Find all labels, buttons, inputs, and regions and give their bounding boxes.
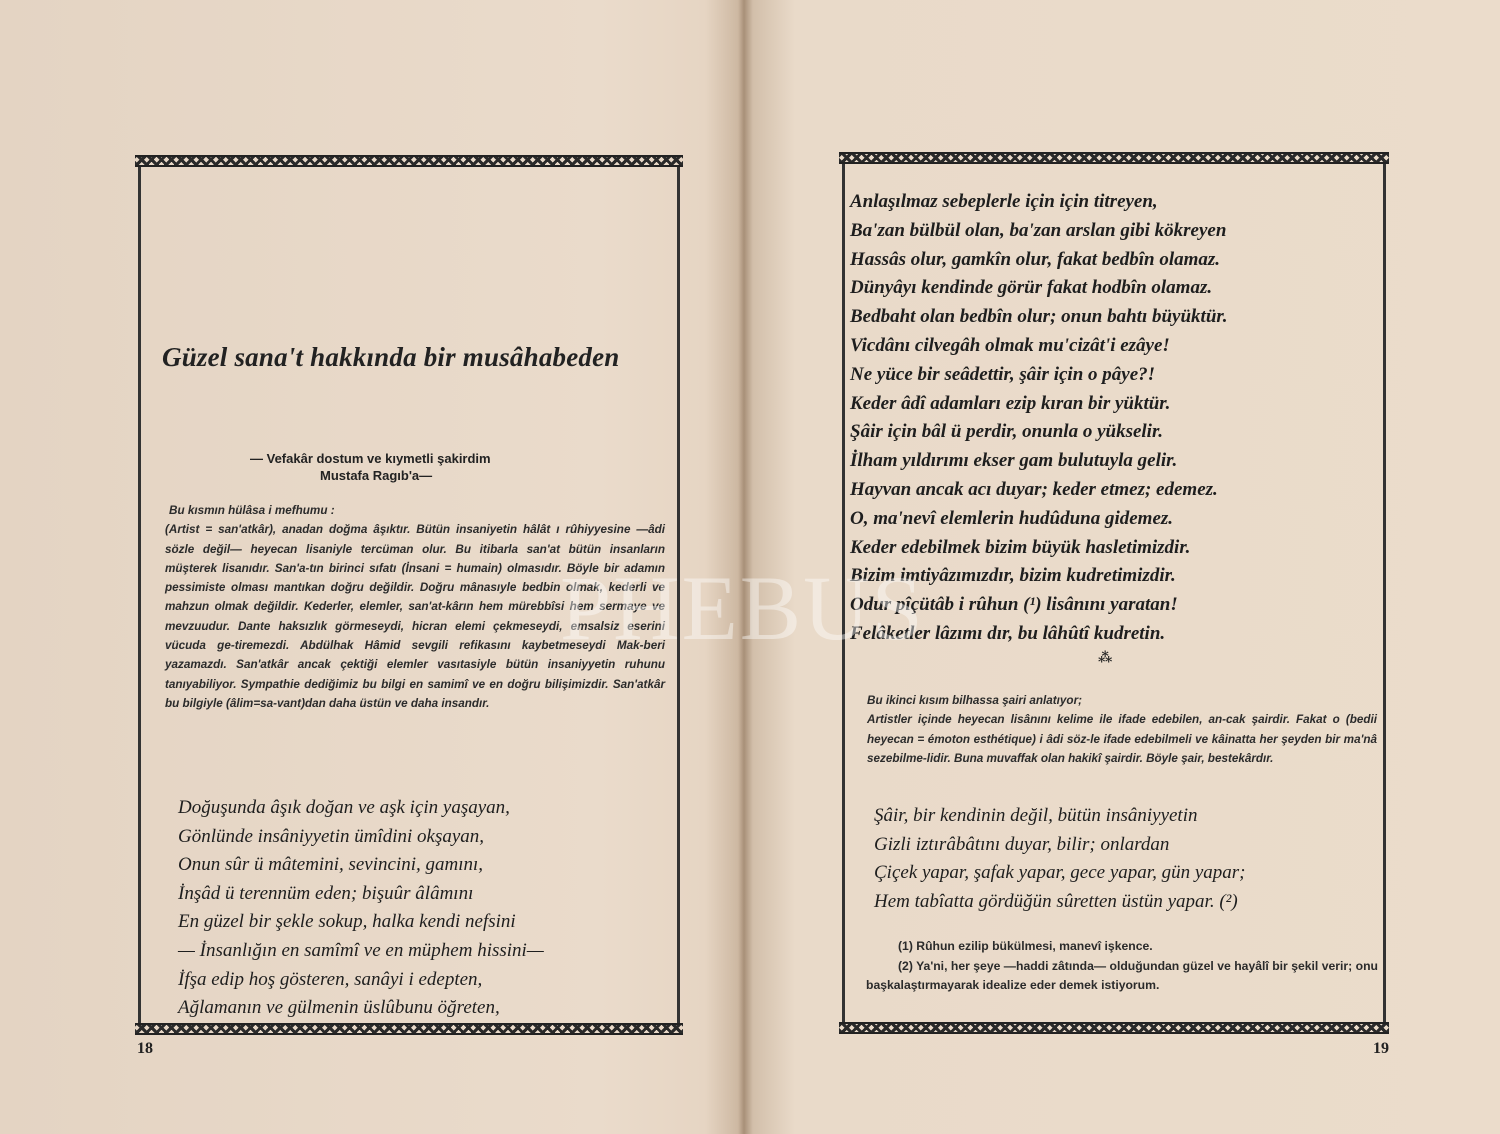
verse-line: Bedbaht olan bedbîn olur; onun bahtı büyüktür. <box>850 306 1228 328</box>
dedication-line-2: Mustafa Ragıb'a— <box>320 468 433 483</box>
footnote-2: (2) Ya'ni, her şeye —haddi zâtında— olduğundan güzel ve hayâlî bir şekil verir; onu başkalaştırmayarak idealize eder demek istiyorum. <box>866 958 1378 992</box>
verse-line: Gizli iztırâbâtını duyar, bilir; onlardan <box>874 833 1170 855</box>
page-number-left: 18 <box>137 1040 153 1057</box>
left-summary-heading: Bu kısmın hülâsa i mefhumu : <box>169 504 335 517</box>
verse-line: Dünyâyı kendinde görür fakat hodbîn olamaz. <box>850 277 1213 299</box>
verse-line: Şâir için bâl ü perdir, onunla o yükselir. <box>850 421 1164 443</box>
verse-line: Doğuşunda âşık doğan ve aşk için yaşayan, <box>178 797 510 818</box>
verse-line: Şâir, bir kendinin değil, bütün insâniyyetin <box>874 805 1198 826</box>
verse-line: Gönlünde insâniyyetin ümîdini okşayan, <box>178 825 485 847</box>
section-separator-asterism: ⁂ <box>1098 651 1113 666</box>
verse-line: İfşa edip hoş gösteren, sanâyi i edepten, <box>178 968 483 990</box>
verse-line: Hem tabîatta gördüğün sûretten üstün yapar. (²) <box>874 890 1238 912</box>
verse-line: İnşâd ü terennüm eden; bişuûr âlâmını <box>178 882 474 904</box>
verse-line: Çiçek yapar, şafak yapar, gece yapar, gün yapar; <box>874 862 1246 884</box>
right-summary-heading: Bu ikinci kısım bilhassa şairi anlatıyor; <box>867 694 1083 707</box>
verse-line: Keder edebilmek bizim büyük hasletimizdir. <box>850 536 1191 558</box>
footnote-1: (1) Rûhun ezilip bükülmesi, manevî işkence. <box>898 939 1153 953</box>
verse-line: Keder âdî adamları ezip kıran bir yüktür. <box>850 392 1171 414</box>
verse-line: — İnsanlığın en samîmî ve en müphem hissini— <box>178 939 544 961</box>
verse-line: İlham yıldırımı ekser gam bulutuyla gelir. <box>850 450 1178 472</box>
verse-line: Ba'zan bülbül olan, ba'zan arslan gibi kökreyen <box>850 219 1227 241</box>
right-summary-block <box>867 691 1377 768</box>
page-number-right: 19 <box>1373 1040 1389 1057</box>
dedication-line-1: — Vefakâr dostum ve kıymetli şakirdim <box>250 451 491 466</box>
right-summary-text: Artistler içinde heyecan lisânını kelime ile ifade edebilen, an-cak şairdir. Fakat o (bedii heyecan = émoton esthétique) i âdi söz-le ifade edebilmeli ve kâinatta her şeyden bir ma'nâ sezebilme-lidir. Buna muvaffak olan hakikî şairdir. Böyle şair, bestekârdır. <box>867 713 1377 765</box>
verse-line: Onun sûr ü mâtemini, sevincini, gamını, <box>178 854 484 876</box>
verse-line: Felâketler lâzımı dır, bu lâhûtî kudretin. <box>850 622 1166 644</box>
left-verse <box>178 794 544 1023</box>
verse-line: Hayvan ancak acı duyar; keder etmez; edemez. <box>850 478 1218 500</box>
dedication <box>250 450 610 484</box>
verse-line: Bizim imtiyâzımızdır, bizim kudretimizdir. <box>850 565 1176 587</box>
chapter-title: Güzel sana't hakkında bir musâhabeden <box>162 342 620 372</box>
verse-line: O, ma'nevî elemlerin hudûduna gidemez. <box>850 507 1174 529</box>
verse-line: Anlaşılmaz sebeplerle için için titreyen, <box>850 191 1158 212</box>
footnotes <box>866 937 1378 996</box>
verse-line: Vicdânı cilvegâh olmak mu'cizât'i ezâye! <box>850 334 1170 356</box>
watermark-text: PHEBUS <box>560 557 925 659</box>
verse-line: Ağlamanın ve gülmenin üslûbunu öğreten, <box>178 997 500 1019</box>
verse-line: En güzel bir şekle sokup, halka kendi nefsini <box>178 911 516 933</box>
verse-line: Ne yüce bir seâdettir, şâir için o pâye?! <box>850 363 1156 385</box>
verse-line: Hassâs olur, gamkîn olur, fakat bedbîn olamaz. <box>850 248 1221 270</box>
right-verse-bottom <box>874 802 1245 916</box>
verse-line: Odur pîçütâb i rûhun (¹) lisânını yaratan! <box>850 594 1178 616</box>
left-summary-text: (Artist = san'atkâr), anadan doğma âşıktır. Bütün insaniyetin hâlât ı rûhiyyesine —âdi sözle değil— heyecan lisaniyle tercüman olur. Bu itibarla san'at bütün insanların müşterek lisanıdır. San'a-tın birinci sıfatı (İnsani = humain) olmasıdır. Böyle bir adamın pessimiste olması mantıkan doğru değildir. Doğru mânasıyle bedbin olmak, kederli ve mahzun olmak değildir. Kederler, elemler, san'at-kârın hem mürebbîsi hem sermaye ve mevzuudur. Dante haksızlık görmeseydi, hicran elemi çekmeseydi, emsalsiz eserini vücuda ge-tiremezdi. Abdülhak Hâmid sevgili refikasını kaybetmeseydi Mak-beri yazamazdı. San'atkâr ancak çektiği elemler vasıtasiyle bütün insaniyyetin ruhunu tanıyabiliyor. Sympathie dediğimiz bu bilgi en samimî ve en doğru bilişimizdir. San'atkâr bu bilgiyle (âlim=sa-vant)dan daha üstün ve daha insandır. <box>165 523 665 710</box>
